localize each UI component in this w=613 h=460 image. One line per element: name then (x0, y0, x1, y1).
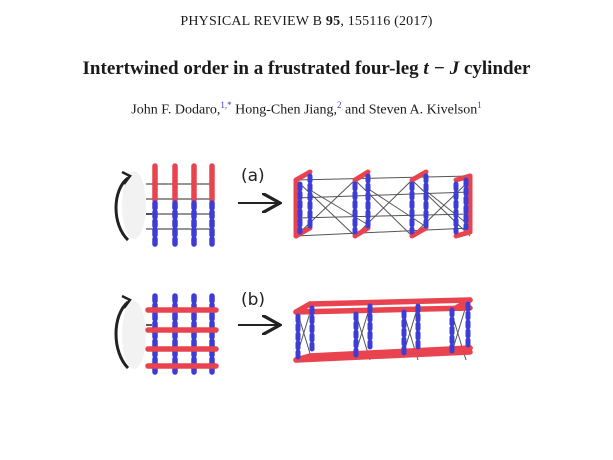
cylinder-3d-b (296, 300, 470, 360)
title-math: t − J (423, 58, 460, 79)
rotation-arrow-icon-a (116, 171, 146, 240)
author-kivelson-affil: 1 (477, 100, 482, 110)
rotation-arrow-icon-b (116, 296, 146, 369)
author-jiang-affil: 2 (337, 100, 342, 110)
lattice-2d-b (146, 296, 216, 372)
panel-a-label: (a) (241, 166, 265, 186)
cylinder-3d-a (296, 172, 470, 236)
title-text-start: Intertwined order in a frustrated four-leg (82, 58, 424, 79)
author-jiang: Hong-Chen Jiang, (231, 102, 338, 118)
journal-page-year: , 155116 (2017) (340, 14, 433, 29)
lattice-2d-a (146, 166, 214, 246)
author-kivelson: and Steven A. Kivelson (341, 102, 478, 118)
author-dodaro-affil: 1,* (220, 100, 232, 110)
author-dodaro: John F. Dodaro, (131, 102, 221, 118)
panel-b-label: (b) (241, 290, 266, 310)
title-text-end: cylinder (459, 58, 531, 79)
journal-volume: 95 (325, 14, 341, 29)
journal-name: PHYSICAL REVIEW B (180, 14, 323, 29)
